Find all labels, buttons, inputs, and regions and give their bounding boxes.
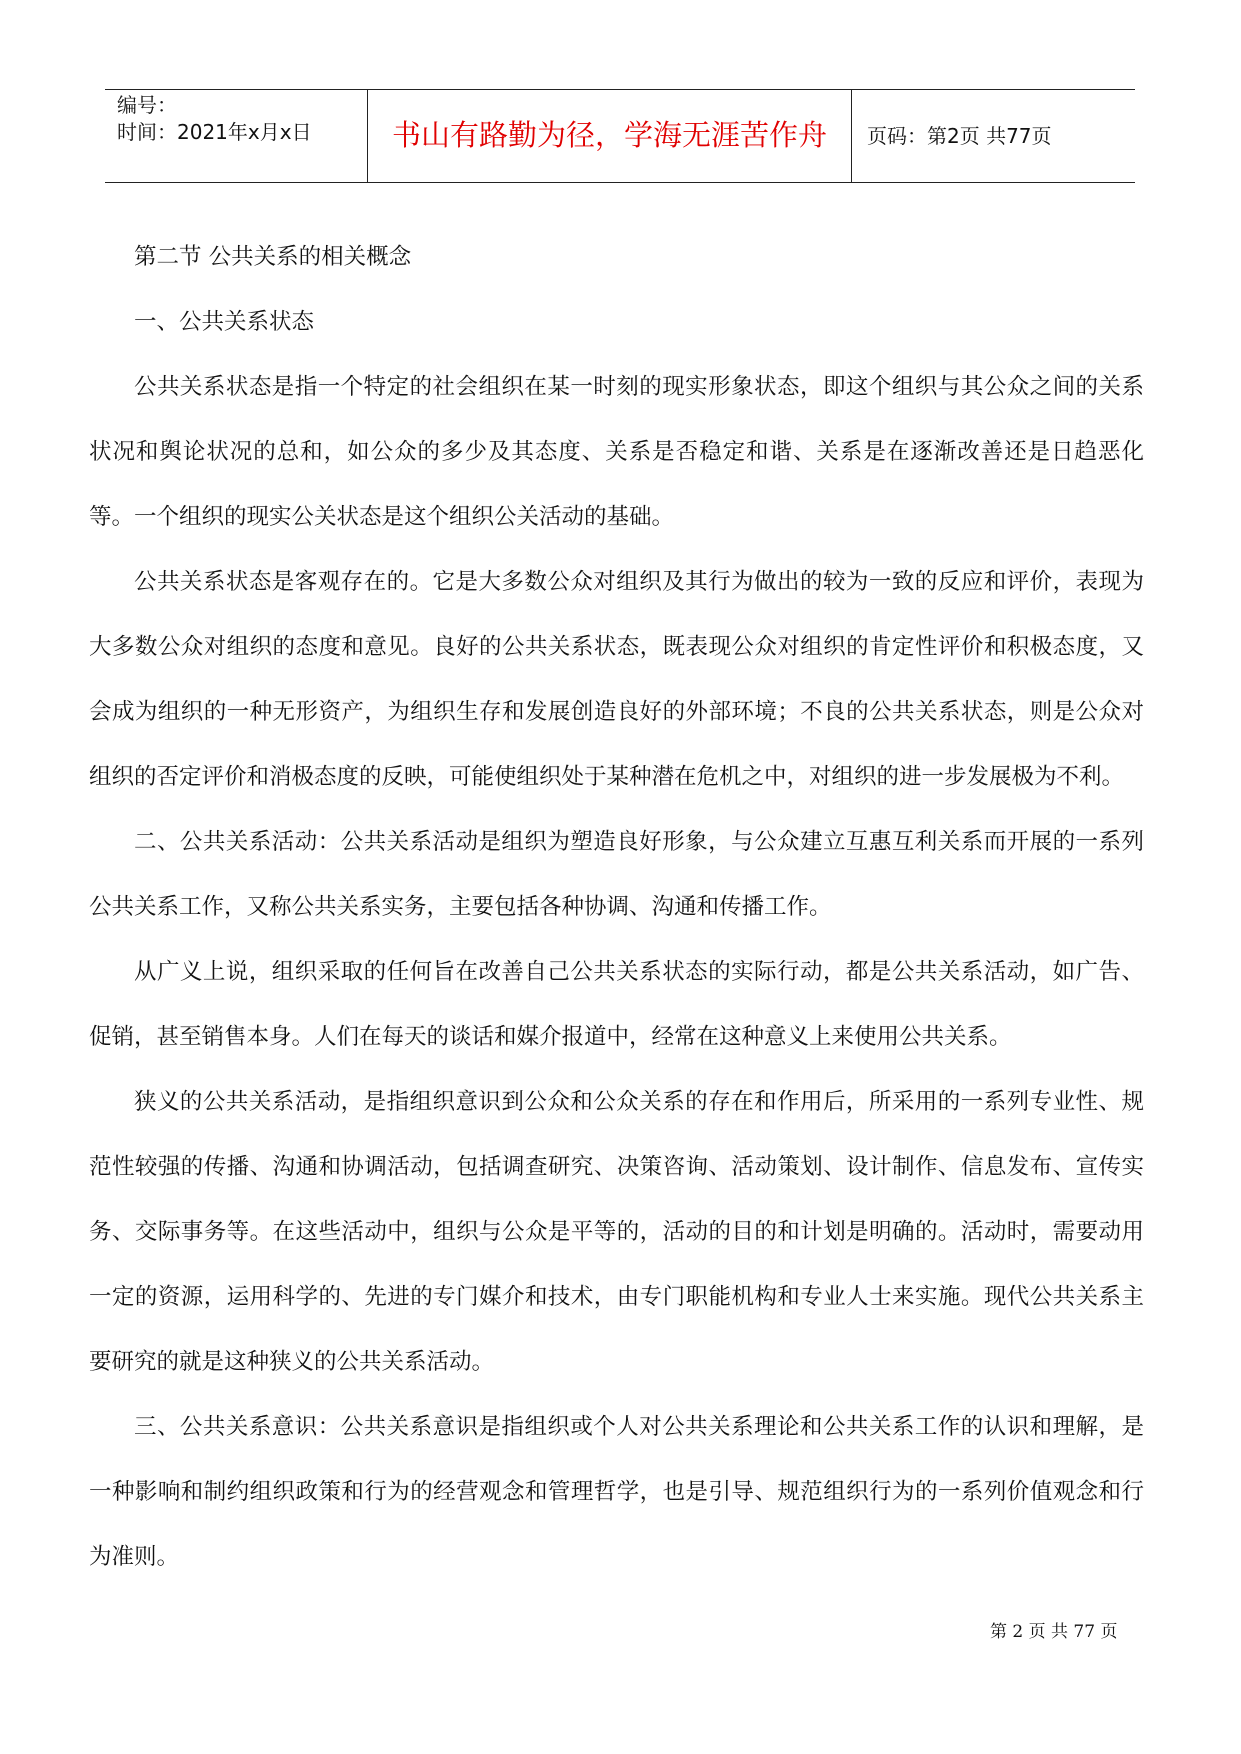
section-heading: 第二节 公共关系的相关概念 xyxy=(134,244,412,270)
document-number-label: 编号： xyxy=(117,93,177,117)
page-footer: 第 2 页 共 77 页 xyxy=(990,1622,1118,1642)
body-paragraph: 狭义的公共关系活动，是指组织意识到公众和公众关系的存在和作用后，所采用的一系列专业性、规范性较强的传播、沟通和协调活动，包括调查研究、决策咨询、活动策划、设计制作、信息发布、宣传实务、交际事务等。在这些活动中，组织与公众是平等的，活动的目的和计划是明确的。活动时，需要动用一定的资源，运用科学的、先进的专门媒介和技术，由专门职能机构和专业人士来实施。现代公共关系主要研究的就是这种狭义的公共关系活动。 xyxy=(89,1089,1144,1375)
body-paragraph: 公共关系状态是客观存在的。它是大多数公众对组织及其行为做出的较为一致的反应和评价，表现为大多数公众对组织的态度和意见。良好的公共关系状态，既表现公众对组织的肯定性评价和积极态度，又会成为组织的一种无形资产，为组织生存和发展创造良好的外部环境；不良的公共关系状态，则是公众对组织的否定评价和消极态度的反映，可能使组织处于某种潜在危机之中，对组织的进一步发展极为不利。 xyxy=(89,569,1144,790)
header-page-cell xyxy=(853,90,1135,182)
document-header xyxy=(105,89,1135,183)
header-page-info: 页码：第2页 共77页 xyxy=(867,124,1052,148)
body-paragraph: 从广义上说，组织采取的任何旨在改善自己公共关系状态的实际行动，都是公共关系活动，如广告、促销，甚至销售本身。人们在每天的谈话和媒介报道中，经常在这种意义上来使用公共关系。 xyxy=(89,959,1144,1050)
document-body xyxy=(89,225,1144,1590)
header-meta-cell xyxy=(105,90,368,182)
body-paragraph: 二、公共关系活动：公共关系活动是组织为塑造良好形象，与公众建立互惠互利关系而开展的一系列公共关系工作，又称公共关系实务，主要包括各种协调、沟通和传播工作。 xyxy=(89,829,1144,920)
body-paragraph: 三、公共关系意识：公共关系意识是指组织或个人对公共关系理论和公共关系工作的认识和理解，是一种影响和制约组织政策和行为的经营观念和管理哲学，也是引导、规范组织行为的一系列价值观念和行为准则。 xyxy=(89,1414,1144,1570)
body-paragraph: 公共关系状态是指一个特定的社会组织在某一时刻的现实形象状态，即这个组织与其公众之间的关系状况和舆论状况的总和，如公众的多少及其态度、关系是否稳定和谐、关系是在逐渐改善还是日趋恶化等。一个组织的现实公关状态是这个组织公关活动的基础。 xyxy=(89,374,1144,530)
header-slogan: 书山有路勤为径，学海无涯苦作舟 xyxy=(391,118,827,152)
header-slogan-cell xyxy=(368,90,852,182)
subsection-heading-1: 一、公共关系状态 xyxy=(134,309,315,335)
document-time-label: 时间：2021年x月x日 xyxy=(117,120,312,144)
